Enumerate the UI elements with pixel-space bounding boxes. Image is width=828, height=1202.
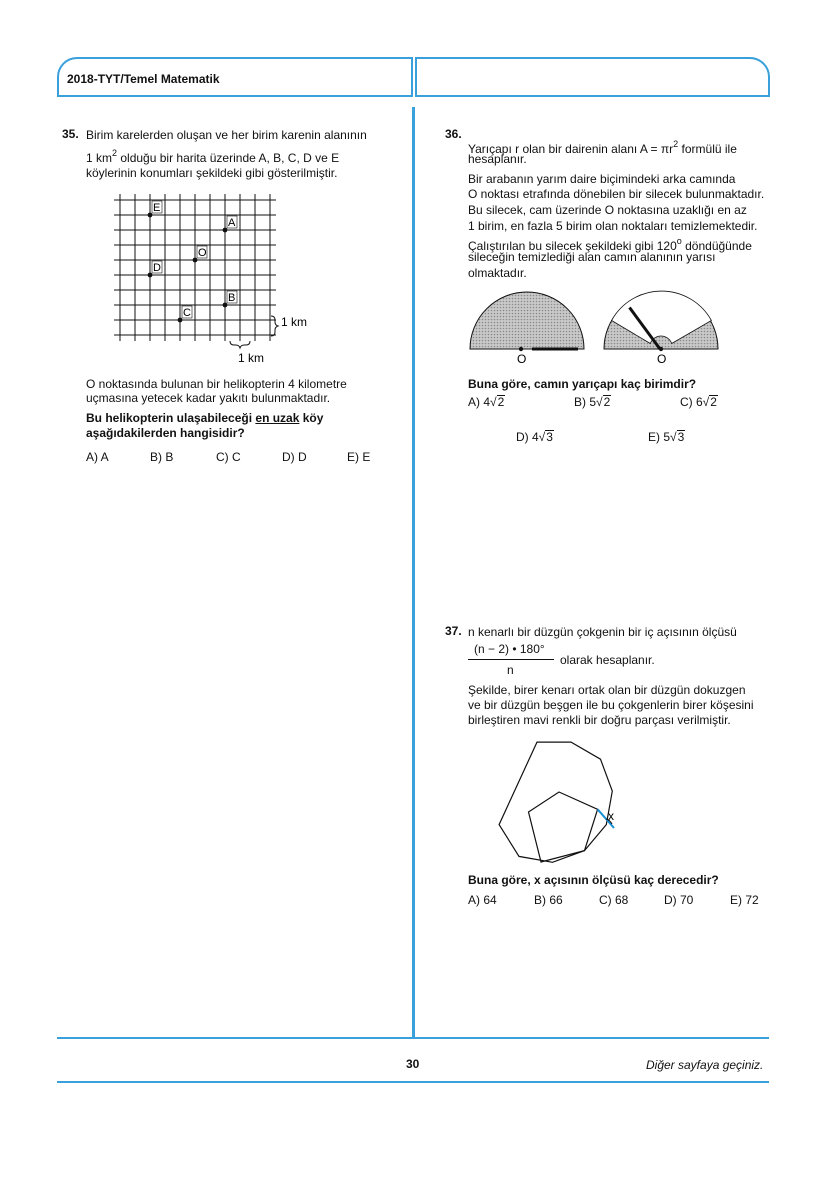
- q35-number: 35.: [62, 127, 79, 141]
- q35-point-a: [223, 228, 228, 233]
- q35-ask2: aşağıdakilerden hangisidir?: [86, 426, 245, 440]
- q36-option-e[interactable]: [648, 430, 685, 444]
- q36-label-o-left: O: [517, 352, 527, 366]
- q37-number: 37.: [445, 624, 462, 638]
- q37-option-b[interactable]: B) 66: [534, 893, 563, 907]
- q36-p5-a: Çalıştırılan bu silecek şekildeki gibi 120: [468, 239, 677, 253]
- q35-grid-points: [148, 201, 237, 322]
- q36-window-left: [470, 292, 584, 349]
- q35-point-c: [178, 318, 183, 323]
- q35-para2: uçmasına yetecek kadar yakıtı bulunmaktadır.: [86, 391, 331, 405]
- q35-option-b[interactable]: B) B: [150, 450, 174, 464]
- q36-option-b-radicand: 2: [603, 395, 611, 409]
- q36-pivot-left: [519, 347, 523, 351]
- q37-option-e[interactable]: E) 72: [730, 893, 759, 907]
- q35-ask1-b: köy: [299, 411, 324, 425]
- q37-ask: Buna göre, x açısının ölçüsü kaç derecedir?: [468, 873, 719, 887]
- q35-option-e[interactable]: E) E: [347, 450, 371, 464]
- q35-line3: köylerinin konumları şekildeki gibi gösterilmiştir.: [86, 166, 338, 180]
- q37-p2: ve bir düzgün beşgen ile bu çokgenlerin birer köşesini: [468, 698, 754, 712]
- q36-option-e-root-sign: √: [670, 430, 677, 444]
- q37-frac-after: olarak hesaplanır.: [560, 653, 655, 667]
- q35-point-o: [193, 258, 198, 263]
- header-right-box: [415, 57, 770, 97]
- q36-p6: sileceğin temizlediği alan camın alanının yarısı: [468, 250, 716, 264]
- q35-label-e: E: [153, 202, 161, 214]
- q36-option-e-label: E) 5: [648, 430, 671, 444]
- q35-scale-vertical: 1 km: [281, 315, 308, 329]
- q35-ask1-a: Bu helikopterin ulaşabileceği: [86, 411, 256, 425]
- q35-brace-vertical: [271, 316, 278, 336]
- q36-pivot-right: [659, 347, 663, 351]
- q36-option-d-radicand: 3: [546, 430, 553, 444]
- q35-label-c: C: [183, 307, 191, 319]
- q36-option-c-root-sign: √: [702, 395, 710, 409]
- q36-number: 36.: [445, 127, 462, 141]
- q36-option-d-label: D) 4: [516, 430, 539, 444]
- q36-option-a-radicand: 2: [497, 395, 505, 409]
- q36-p1: Bir arabanın yarım daire biçimindeki arka camında: [468, 172, 736, 186]
- q36-option-e-radicand: 3: [677, 430, 685, 444]
- q37-pentagon: [529, 792, 598, 862]
- q35-label-b: B: [228, 292, 236, 304]
- q36-ask: Buna göre, camın yarıçapı kaç birimdir?: [468, 377, 697, 391]
- q35-label-d: D: [153, 262, 161, 274]
- q36-option-b[interactable]: [574, 395, 611, 409]
- q37-angle-label: x: [608, 809, 614, 823]
- q35-option-c[interactable]: C) C: [216, 450, 241, 464]
- q37-nonagon: [499, 742, 612, 862]
- q35-ask1-underline: en uzak: [255, 411, 300, 425]
- footer-page-number: 30: [406, 1057, 420, 1071]
- header-title: 2018-TYT/Temel Matematik: [67, 72, 220, 86]
- q36-option-c-label: C) 6: [680, 395, 703, 409]
- q35-line2-a: 1 km: [86, 151, 113, 165]
- q36-option-b-label: B) 5: [574, 395, 597, 409]
- footer-bottom-rule: [57, 1081, 769, 1083]
- q36-option-a[interactable]: [468, 395, 505, 409]
- q35-brace-horizontal: [230, 341, 250, 348]
- q36-p2: O noktası etrafında dönebilen bir silecek bulunmaktadır.: [468, 187, 765, 201]
- q35-scale-horizontal: 1 km: [238, 351, 265, 365]
- q36-p4: 1 birim, en fazla 5 birim olan noktaları temizlemektedir.: [468, 219, 758, 233]
- q35-point-b: [223, 303, 228, 308]
- q35-option-d[interactable]: D) D: [282, 450, 307, 464]
- q36-option-c[interactable]: [680, 395, 718, 409]
- q35-grid-figure: [100, 188, 320, 368]
- q37-line1: n kenarlı bir düzgün çokgenin bir iç açısının ölçüsü: [468, 625, 737, 639]
- column-divider: [412, 107, 415, 1037]
- q36-label-o-right: O: [657, 352, 667, 366]
- q36-option-c-radicand: 2: [710, 395, 717, 409]
- q36-line2: hesaplanır.: [468, 152, 527, 166]
- q36-option-a-root-sign: √: [490, 395, 497, 409]
- q37-frac-numerator: (n − 2) • 180°: [474, 642, 545, 656]
- q37-option-d[interactable]: D) 70: [664, 893, 694, 907]
- q36-p7: olmaktadır.: [468, 266, 527, 280]
- q35-ask1: [86, 410, 323, 426]
- q37-p3: birleştiren mavi renkli bir doğru parçası verilmiştir.: [468, 713, 731, 727]
- q35-line2-sup: 2: [112, 148, 118, 158]
- q36-line1-a: Yarıçapı r olan bir dairenin alanı A = πr: [468, 142, 674, 156]
- q36-figure: [460, 285, 730, 367]
- q36-option-a-label: A) 4: [468, 395, 491, 409]
- q37-figure: [490, 730, 640, 865]
- footer-next-page: Diğer sayfaya geçiniz.: [646, 1058, 764, 1072]
- q35-option-a[interactable]: A) A: [86, 450, 109, 464]
- q36-p3: Bu silecek, cam üzerinde O noktasına uzaklığı en az: [468, 203, 747, 217]
- q35-point-e: [148, 213, 153, 218]
- q35-point-d: [148, 273, 153, 278]
- q35-label-o: O: [198, 247, 207, 259]
- q36-line1-b: formülü ile: [678, 142, 737, 156]
- q37-frac-bar: [468, 659, 554, 660]
- q36-option-d[interactable]: [516, 430, 554, 444]
- q36-option-b-root-sign: √: [596, 395, 603, 409]
- q37-option-c[interactable]: C) 68: [599, 893, 629, 907]
- q35-grid-lines: [114, 194, 276, 341]
- q37-frac-denominator: n: [507, 663, 514, 677]
- q36-line1-sup: 2: [673, 139, 679, 149]
- footer-top-rule: [57, 1037, 769, 1039]
- q36-p5-b: döndüğünde: [681, 239, 752, 253]
- q35-line1: Birim karelerden oluşan ve her birim karenin alanının: [86, 128, 367, 142]
- q35-line2-b: olduğu bir harita üzerinde A, B, C, D ve E: [117, 151, 340, 165]
- q37-p1: Şekilde, birer kenarı ortak olan bir düzgün dokuzgen: [468, 683, 746, 697]
- q35-label-a: A: [228, 217, 236, 229]
- q37-option-a[interactable]: A) 64: [468, 893, 497, 907]
- q35-line2: [86, 145, 339, 166]
- header-left-box: [57, 57, 413, 97]
- q35-para1: O noktasında bulunan bir helikopterin 4 kilometre: [86, 377, 347, 391]
- q36-option-d-root-sign: √: [538, 430, 546, 444]
- q36-p5-sup: o: [676, 236, 682, 246]
